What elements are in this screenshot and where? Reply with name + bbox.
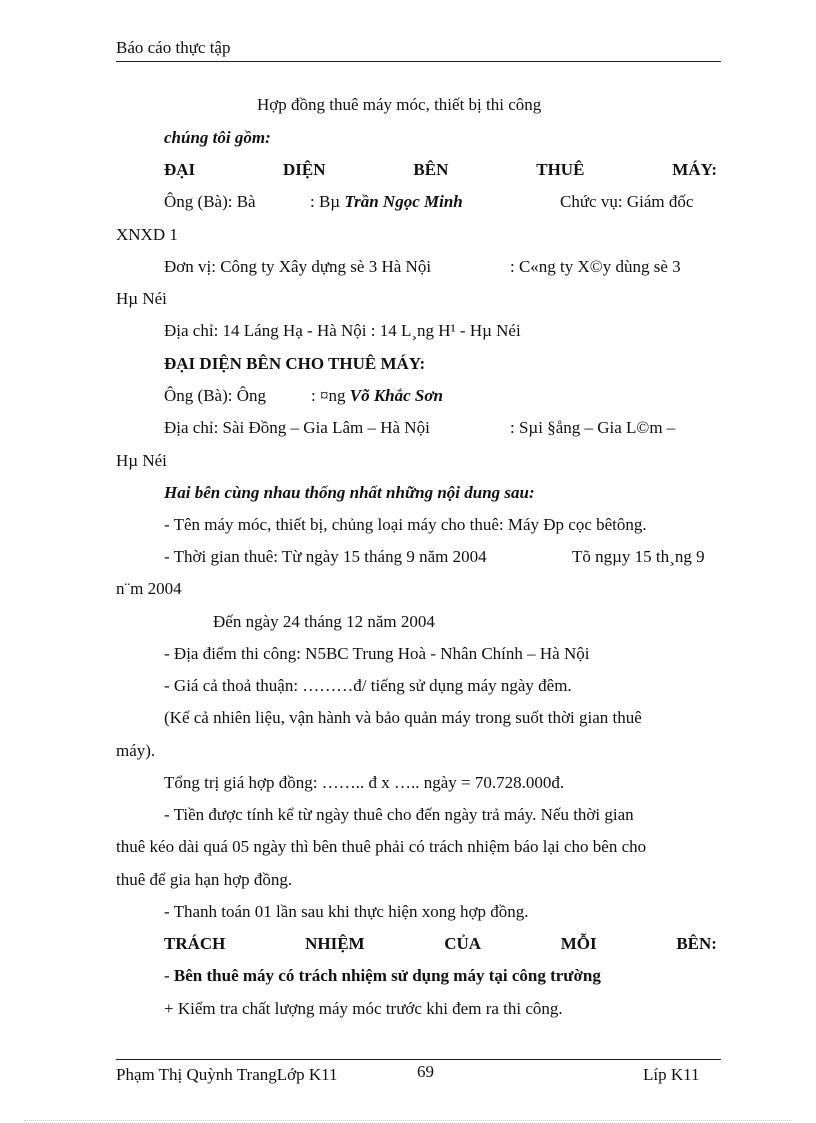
- renter-person-name: Trần Ngọc Minh: [344, 192, 463, 211]
- footer-right: Líp K11: [643, 1065, 700, 1084]
- heading-word: THUÊ: [536, 160, 585, 179]
- responsibility-heading: [164, 933, 717, 955]
- page-edge-divider: [24, 1120, 792, 1121]
- renter-position-cont: XNXD 1: [116, 225, 178, 244]
- footer-rule: [116, 1059, 721, 1060]
- heading-word: ĐẠI: [164, 160, 196, 179]
- money-line-c: thuê để gia hạn hợp đồng.: [116, 870, 293, 889]
- heading-word: DIỆN: [283, 160, 326, 179]
- header-text: Báo cáo thực tập: [116, 38, 231, 57]
- agreement-line: Hai bên cùng nhau thống nhất những nội dung sau:: [164, 483, 535, 502]
- renter-position: Chức vụ: Giám đốc: [560, 192, 694, 211]
- note-cont: máy).: [116, 741, 156, 760]
- renter-person-garbled: : Bµ: [310, 192, 341, 211]
- renter-person: [310, 191, 463, 213]
- note-line: (Kể cả nhiên liệu, vận hành và bảo quản máy trong suốt thời gian thuê: [164, 708, 642, 727]
- total-line: Tổng trị giá hợp đồng: …….. đ x ….. ngày = 70.728.000đ.: [164, 773, 565, 792]
- lessor-heading: ĐẠI DIỆN BÊN CHO THUÊ MÁY:: [164, 354, 426, 373]
- lessor-person-garbled: : ¤ng: [311, 386, 346, 405]
- heading-word: MỖI: [560, 934, 597, 953]
- renter-person-label: Ông (Bà): Bà: [164, 192, 256, 211]
- item-time-a: - Thời gian thuê: Từ ngày 15 tháng 9 năm 2004: [164, 547, 487, 566]
- heading-word: BÊN: [413, 160, 449, 179]
- item-location: - Địa điểm thi công: N5BC Trung Hoà - Nhân Chính – Hà Nội: [164, 644, 590, 663]
- lessor-person: [311, 385, 443, 407]
- heading-word: CỦA: [444, 934, 482, 953]
- renter-unit-a: Đơn vị: Công ty Xây dựng sè 3 Hà Nội: [164, 257, 432, 276]
- renter-responsibility: [164, 965, 601, 987]
- page-number: 69: [417, 1062, 434, 1081]
- item-time-b: Tõ ngµy 15 th¸ng 9: [572, 547, 705, 566]
- renter-heading: [164, 159, 717, 181]
- header-rule: [116, 61, 721, 62]
- responsibility-dash: -: [164, 966, 174, 985]
- renter-address: Địa chỉ: 14 Láng Hạ - Hà Nội : 14 L¸ng H¹ - Hµ Néi: [164, 321, 521, 340]
- item-time-end: Đến ngày 24 tháng 12 năm 2004: [213, 612, 435, 631]
- heading-word: NHIỆM: [305, 934, 365, 953]
- lessor-address-b: : Sµi §ång – Gia L©m –: [510, 418, 676, 437]
- lessor-person-label: Ông (Bà): Ông: [164, 386, 266, 405]
- renter-unit-cont: Hµ Néi: [116, 289, 167, 308]
- payment-line: - Thanh toán 01 lần sau khi thực hiện xong hợp đồng.: [164, 902, 529, 921]
- item-time-cont: n¨m 2004: [116, 579, 182, 598]
- intro-line: chúng tôi gồm:: [164, 128, 271, 147]
- heading-word: BÊN:: [676, 934, 717, 953]
- lessor-person-name: Võ Khắc Sơn: [349, 386, 443, 405]
- lessor-address-cont: Hµ Néi: [116, 451, 167, 470]
- money-line-b: thuê kéo dài quá 05 ngày thì bên thuê phải có trách nhiệm báo lại cho bên cho: [116, 837, 647, 856]
- contract-title: Hợp đồng thuê máy móc, thiết bị thi công: [257, 95, 542, 114]
- responsibility-text: Bên thuê máy có trách nhiệm sử dụng máy tại công trường: [173, 966, 601, 985]
- item-machine: - Tên máy móc, thiết bị, chủng loại máy cho thuê: Máy Ðp cọc bêtông.: [164, 515, 647, 534]
- heading-word: TRÁCH: [164, 934, 226, 953]
- item-price: - Giá cả thoả thuận: ………đ/ tiếng sử dụng máy ngày đêm.: [164, 676, 572, 695]
- heading-word: MÁY:: [672, 160, 717, 179]
- footer-left: Phạm Thị Quỳnh TrangLớp K11: [116, 1065, 338, 1084]
- money-line-a: - Tiền được tính kể từ ngày thuê cho đến ngày trả máy. Nếu thời gian: [164, 805, 634, 824]
- check-line: + Kiểm tra chất lượng máy móc trước khi đem ra thi công.: [164, 999, 563, 1018]
- renter-unit-b: : C«ng ty X©y dùng sè 3: [510, 257, 681, 276]
- lessor-address-a: Địa chỉ: Sài Đồng – Gia Lâm – Hà Nội: [164, 418, 430, 437]
